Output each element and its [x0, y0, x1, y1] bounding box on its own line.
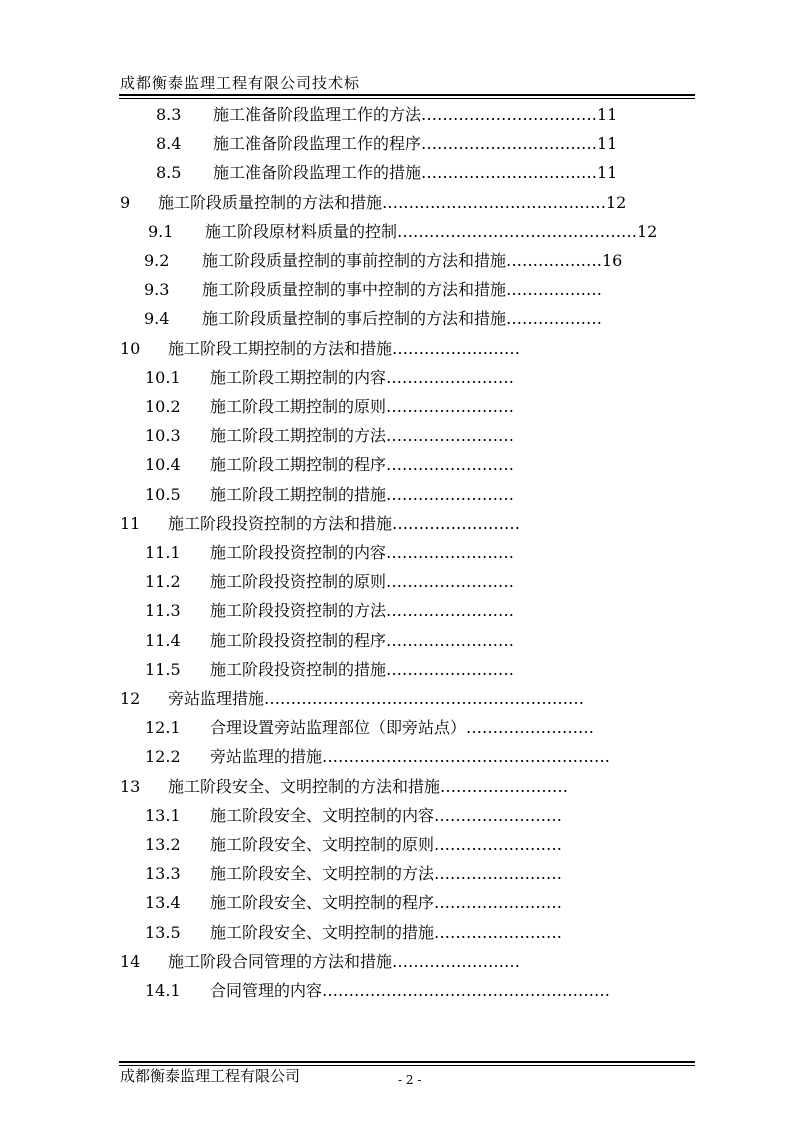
toc-entry-title: 施工阶段投资控制的方法和措施…………………… [168, 513, 521, 533]
toc-entry-title: 合理设置旁站监理部位（即旁站点）…………………… [210, 718, 595, 738]
toc-entry-number: 10.2 [145, 397, 181, 416]
toc-entry-title: 施工阶段安全、文明控制的措施…………………… [210, 922, 563, 942]
toc-entry-number: 9.2 [144, 251, 170, 270]
toc-entry [0, 129, 793, 158]
toc-entry [0, 217, 793, 246]
toc-entry-title: 施工阶段投资控制的措施…………………… [210, 659, 515, 679]
toc-entry-title: 施工阶段安全、文明控制的程序…………………… [210, 893, 563, 913]
footer-company: 成都衡泰监理工程有限公司 [120, 1067, 301, 1085]
toc-entry [0, 450, 793, 479]
toc-entry [0, 304, 793, 333]
toc-entry [0, 480, 793, 509]
toc-entry-number: 11.5 [145, 659, 181, 679]
toc-entry-title: 施工阶段安全、文明控制的原则…………………… [210, 835, 563, 854]
toc-entry [0, 888, 793, 917]
toc-entry [0, 918, 793, 947]
toc-entry-number: 12 [120, 689, 141, 708]
header-rule-thin [119, 98, 695, 99]
toc-entry-number: 11 [120, 513, 141, 533]
toc-entry-title: 施工阶段投资控制的原则…………………… [210, 572, 515, 592]
toc-entry-title: 施工阶段质量控制的方法和措施……………………………………12 [158, 192, 627, 212]
toc-entry-number: 9.4 [144, 309, 170, 329]
page-header-title: 成都衡泰监理工程有限公司技术标 [120, 74, 361, 92]
toc-entry-title: 施工准备阶段监理工作的程序……………………………11 [213, 134, 618, 154]
toc-entry [0, 100, 793, 129]
toc-entry-number: 12.1 [145, 718, 181, 738]
toc-entry-number: 10.4 [145, 455, 181, 475]
toc-entry [0, 509, 793, 538]
toc-entry-title: 施工阶段工期控制的方法…………………… [210, 426, 515, 446]
toc-entry-number: 11.2 [145, 572, 181, 592]
toc-entry [0, 976, 793, 1005]
toc-entry-title: 施工阶段工期控制的程序…………………… [210, 455, 515, 475]
toc-entry-title: 施工阶段原材料质量的控制………………………………………12 [205, 221, 658, 241]
toc-entry [0, 246, 793, 275]
toc-entry-number: 14 [120, 951, 141, 971]
toc-entry-title: 施工阶段质量控制的事中控制的方法和措施……………… [202, 280, 603, 300]
toc-entry-number: 8.4 [156, 134, 182, 154]
toc-entry-title: 施工阶段质量控制的事后控制的方法和措施……………… [202, 309, 603, 329]
toc-entry-number: 13.4 [145, 893, 181, 913]
toc-entry-number: 8.5 [156, 163, 182, 183]
toc-entry [0, 859, 793, 888]
toc-entry-number: 10.1 [145, 367, 181, 387]
toc-entry-number: 13 [120, 776, 141, 796]
toc-entry-title: 施工阶段工期控制的原则…………………… [210, 397, 515, 416]
toc-entry-number: 9.1 [148, 221, 174, 241]
toc-entry-title: 施工阶段安全、文明控制的方法…………………… [210, 864, 563, 884]
toc-entry-title: 施工阶段投资控制的程序…………………… [210, 630, 515, 650]
toc-entry-title: 施工阶段工期控制的方法和措施…………………… [168, 338, 521, 358]
toc-entry-number: 11.1 [145, 543, 181, 562]
toc-entry-number: 13.5 [145, 922, 181, 942]
toc-entry [0, 567, 793, 596]
toc-entry [0, 742, 793, 771]
toc-entry-number: 13.3 [145, 864, 181, 884]
toc-entry-title: 施工阶段质量控制的事前控制的方法和措施………………16 [202, 251, 623, 270]
toc-entry-number: 8.3 [156, 105, 182, 124]
toc-entry [0, 947, 793, 976]
toc-entry [0, 626, 793, 655]
toc-entry [0, 158, 793, 187]
toc-entry-title: 施工准备阶段监理工作的方法……………………………11 [213, 105, 618, 124]
footer-rule-thick [119, 1061, 695, 1063]
toc-entry-title: 施工阶段安全、文明控制的方法和措施…………………… [168, 776, 569, 796]
toc-entry-title: 旁站监理措施…………………………………………………… [168, 689, 585, 708]
toc-entry [0, 188, 793, 217]
toc-entry-title: 施工阶段工期控制的内容…………………… [210, 367, 515, 387]
toc-entry [0, 363, 793, 392]
toc-entry [0, 334, 793, 363]
page-number: - 2 - [398, 1073, 422, 1087]
header-rule-thick [119, 94, 695, 96]
toc-entry [0, 830, 793, 859]
toc-entry-number: 9 [120, 192, 131, 212]
toc-entry-number: 10.3 [145, 426, 181, 446]
toc-entry-number: 13.1 [145, 805, 181, 825]
toc-entry [0, 596, 793, 625]
toc-entry-number: 14.1 [145, 981, 181, 1000]
toc-entry-title: 施工阶段合同管理的方法和措施…………………… [168, 951, 521, 971]
toc-entry-title: 合同管理的内容……………………………………………… [210, 981, 611, 1000]
toc-entry-number: 10 [120, 338, 141, 358]
toc-entry-title: 施工准备阶段监理工作的措施……………………………11 [213, 163, 618, 183]
toc-entry-title: 旁站监理的措施……………………………………………… [210, 747, 611, 767]
toc-entry-title: 施工阶段安全、文明控制的内容…………………… [210, 805, 563, 825]
toc-entry-number: 12.2 [145, 747, 181, 767]
toc-entry [0, 275, 793, 304]
toc-entry [0, 713, 793, 742]
toc-entry-number: 10.5 [145, 484, 181, 504]
toc-entry [0, 421, 793, 450]
toc-entry [0, 801, 793, 830]
toc-entry-number: 11.3 [145, 601, 181, 621]
toc-entry [0, 655, 793, 684]
toc-entry-title: 施工阶段工期控制的措施…………………… [210, 484, 515, 504]
toc-entry-number: 13.2 [145, 835, 181, 854]
toc-entry-title: 施工阶段投资控制的内容…………………… [210, 543, 515, 562]
toc-entry-title: 施工阶段投资控制的方法…………………… [210, 601, 515, 621]
toc-entry [0, 392, 793, 421]
toc-entry-number: 9.3 [144, 280, 170, 300]
toc-entry [0, 684, 793, 713]
toc-entry-number: 11.4 [145, 630, 181, 650]
toc-entry [0, 538, 793, 567]
toc-entry [0, 772, 793, 801]
